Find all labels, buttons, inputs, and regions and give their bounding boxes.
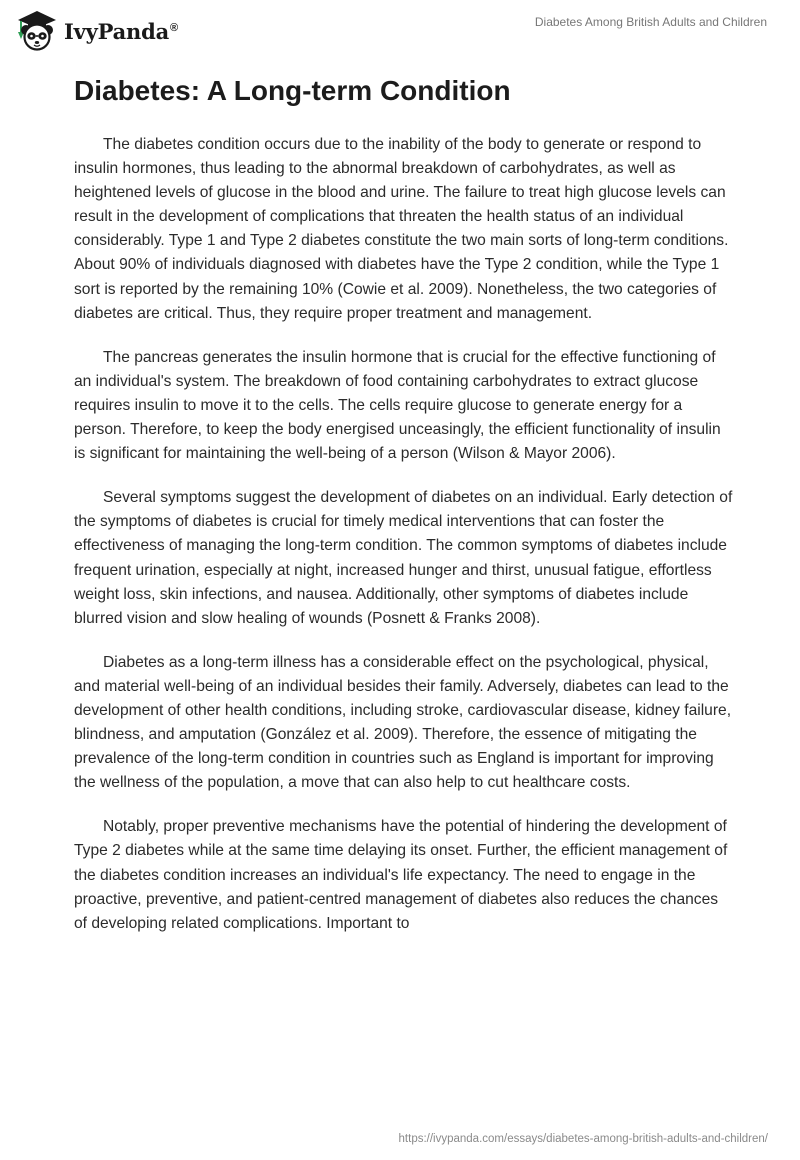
- brand-name-text: IvyPanda: [64, 18, 170, 44]
- article-paragraph: Notably, proper preventive mechanisms have the potential of hindering the development of Type 2 diabetes while at the same time delaying its onset. Further, the efficient management of the diabetes condition increases an individual's life expectancy. The need to engage in the proactive, preventive, and patient-centred management of diabetes also reduces the chances of developing related complications. Important to: [74, 818, 728, 932]
- panda-logo-icon: [14, 8, 60, 52]
- document-title: Diabetes Among British Adults and Children: [534, 15, 767, 29]
- article-paragraph: The pancreas generates the insulin hormone that is crucial for the effective functioning of an individual's system. The breakdown of food containing carbohydrates to extract glucose requires insulin to move it to the cells. The cells require glucose to generate energy for a person. Therefore, to keep the body energised unceasingly, the efficient functionality of insulin is significant for maintaining the well-being of a person (Wilson & Mayor 2006).: [74, 348, 721, 463]
- article-paragraph: Several symptoms suggest the development of diabetes on an individual. Early detection of the symptoms of diabetes is crucial for timely medical interventions that can foster the effectiveness of managing the long-term condition. The common symptoms of diabetes include frequent urination, especially at night, increased hunger and thirst, unusual fatigue, effortless weight loss, skin infections, and nausea. Additionally, other symptoms of diabetes include blurred vision and slow healing of wounds (Posnett & Franks 2008).: [74, 489, 733, 627]
- article-content: [74, 72, 734, 956]
- page-header: [0, 0, 800, 62]
- brand-name: [64, 19, 178, 44]
- article-paragraph: Diabetes as a long-term illness has a considerable effect on the psychological, physical, and material well-being of an individual besides their family. Adversely, diabetes can lead to the development of other health conditions, including stroke, cardiovascular disease, kidney failure, blindness, and amputation (González et al. 2009). Therefore, the essence of mitigating the prevalence of the long-term condition in countries such as England is important for improving the wellness of the population, a move that can also help to cut healthcare costs.: [74, 653, 732, 792]
- registered-mark: ®: [170, 21, 178, 34]
- article-title: Diabetes: A Long-term Condition: [74, 75, 511, 106]
- source-url[interactable]: https://ivypanda.com/essays/diabetes-among-british-adults-and-children/: [398, 1133, 768, 1145]
- article-paragraph: The diabetes condition occurs due to the inability of the body to generate or respond to insulin hormones, thus leading to the abnormal breakdown of carbohydrates, as well as heightened levels of glucose in the blood and urine. The failure to treat high glucose levels can result in the development of complications that threaten the health status of an individual considerably. Type 1 and Type 2 diabetes constitute the two main sorts of long-term conditions. About 90% of individuals diagnosed with diabetes have the Type 2 condition, while the Type 1 sort is reported by the remaining 10% (Cowie et al. 2009). Nonetheless, the two categories of diabetes are critical. Thus, they require proper treatment and management.: [74, 136, 729, 322]
- brand-logo[interactable]: [14, 8, 178, 52]
